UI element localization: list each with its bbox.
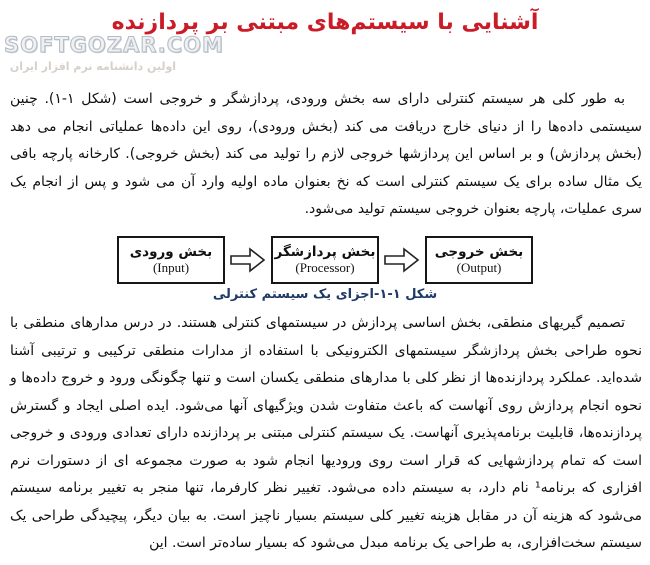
flow-arrow-icon: [384, 247, 420, 273]
processor-box: [271, 236, 379, 284]
figure-1-1-diagram: [0, 236, 650, 284]
processor-box-label-en: (Processor): [295, 260, 355, 276]
output-box-label-fa: بخش خروجی: [434, 243, 524, 260]
watermark: [4, 33, 224, 73]
figure-caption: شکل ۱-۱-اجزای یک سیستم کنترلی: [212, 287, 438, 302]
input-box: [117, 236, 225, 284]
input-box-label-fa: بخش ورودی: [129, 243, 213, 260]
softgozar-watermark-logo: SOFTGOZAR.COM: [4, 33, 224, 57]
output-box-label-en: (Output): [456, 260, 502, 276]
flow-arrow-icon: [230, 247, 266, 273]
processor-box-label-fa: بخش پردازشگر: [274, 243, 376, 260]
paragraph-body: تصمیم گیریهای منطقی، بخش اساسی پردازش در سیستمهای کنترلی هستند. در درس مدارهای منطقی با نحوه طراحی بخش پردازشگر سیستمهای الکترونیکی با استفاده از مدارات منطقی ترکیبی و ترتیبی آشنا شده‌اید. عملکرد پردازنده‌ها از نظر کلی با مدارهای منطقی یکسان است و تنها چگونگی ورود و خروج داده‌ها و نحوه انجام پردازش روی آنهاست که باعث متفاوت شدن ویژگیهای آنها می‌شود. ایده اصلی ایجاد و گسترش پردازنده‌ها، قابلیت برنامه‌پذیری آنهاست. یک سیستم کنترلی مبتنی بر پردازنده دارای تعدادی ورودی و خروجی است که تمام پردازشهایی که قرار است روی ورودیها انجام شود به صورت مجموعه ای از دستورات نرم افزاری که برنامه¹ نام دارد، به سیستم داده می‌شود. تغییر نظر کارفرما، تنها منجر به تغییر برنامه سیستم می‌شود که هزینه آن در مقابل هزینه تغییر کلی سیستم بسیار ناچیز است. به بیان دیگر، پیچیدگی طراحی یک سیستم سخت‌افزاری، به طراحی یک برنامه مبدل می‌شود که بسیار ساده‌تر است. این: [10, 315, 642, 551]
output-box: [425, 236, 533, 284]
paragraph-intro: به طور کلی هر سیستم کنترلی دارای سه بخش ورودی، پردازشگر و خروجی است (شکل ۱-۱). چنین سیستمی داده‌ها را از دنیای خارج دریافت می کند (بخش ورودی)، روی این داده‌ها عملیاتی انجام می دهد (بخش پردازش) و بر اساس این پردازشها خروجی لازم را تولید می کند (بخش خروجی). کارخانه پارچه بافی یک مثال ساده برای یک سیستم کنترلی است که نخ بعنوان ماده اولیه وارد آن می شود و پس از انجام یک سری عملیات، پارچه بعنوان خروجی سیستم تولید می‌شود.: [10, 91, 642, 217]
page-title: آشنایی با سیستم‌های مبتنی بر پردازنده: [111, 10, 539, 35]
watermark-subtitle: اولین دانشنامه نرم افزار ایران: [9, 60, 177, 73]
input-box-label-en: (Input): [152, 260, 190, 276]
